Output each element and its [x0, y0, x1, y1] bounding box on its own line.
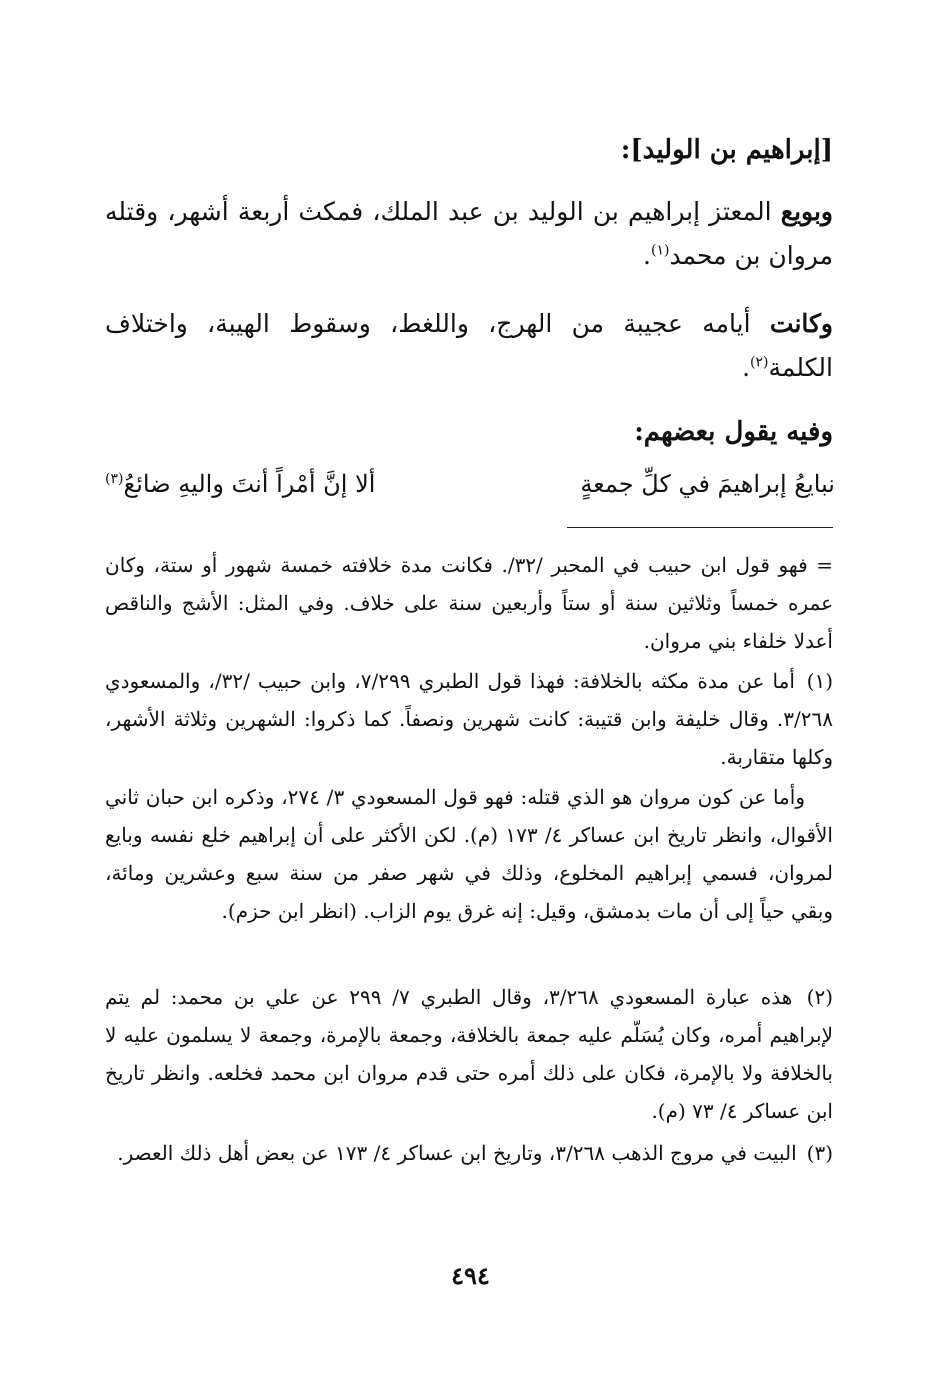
- paragraph-2-end: .: [742, 353, 751, 382]
- section-heading: [إبراهيم بن الوليد]:: [620, 135, 833, 165]
- paragraph-1-text: المعتز إبراهيم بن الوليد بن عبد الملك، فمكث أربعة أشهر، وقتله مروان بن محمد: [105, 197, 833, 270]
- footnote-1-text: أما عن مدة مكثه بالخلافة: فهذا قول الطبري ٧/٢٩٩، وابن حبيب /٣٢/، والمسعودي ٣/٢٦٨. وقال خليفة وابن قتيبة: كانت شهرين ونصفاً. كما ذكروا: الشهرين وثلاثة الأشهر، وكلها متقاربة.: [105, 669, 833, 769]
- footnote-3-text: البيت في مروج الذهب ٣/٢٦٨، وتاريخ ابن عساكر ٤/ ١٧٣ عن بعض أهل ذلك العصر.: [117, 1141, 797, 1165]
- footnote-2-number: (٢): [806, 985, 833, 1009]
- paragraph-1: [105, 190, 833, 278]
- footnote-3: [105, 1134, 833, 1172]
- footnote-2: [105, 978, 833, 1130]
- footnote-ref-2[interactable]: (٢): [750, 354, 769, 371]
- paragraph-2: [105, 302, 833, 390]
- verse-first-hemistich: نبايعُ إبراهيمَ في كلِّ جمعةٍ: [580, 470, 835, 498]
- footnote-ref-1[interactable]: (١): [650, 242, 670, 259]
- footnote-1-continuation: وأما عن كون مروان هو الذي قتله: فهو قول المسعودي ٣/ ٢٧٤، وذكره ابن حبان ثاني الأقوال، وانظر تاريخ ابن عساكر ٤/ ١٧٣ (م). لكن الأكثر على أن إبراهيم خلع نفسه وبايع لمروان، فسمي إبراهيم المخلوع، وذلك في شهر صفر من سنة سبع وعشرين ومائة، وبقي حياً إلى أن مات بدمشق، وقيل: إنه غرق يوم الزاب. (انظر ابن حزم).: [105, 785, 833, 923]
- paragraph-1-lead: وبويع: [780, 197, 833, 226]
- footnote-2-text: هذه عبارة المسعودي ٣/٢٦٨، وقال الطبري ٧/ ٢٩٩ عن علي بن محمد: لم يتم لإبراهيم أمره، وكان يُسَلّم عليه جمعة بالخلافة، وجمعة بالإمرة، وجمعة لا يسلمون عليه لا بالخلافة ولا بالإمرة، فكان على ذلك أمره حتى قدم مروان ابن محمد فخلعه. وانظر تاريخ ابن عساكر ٤/ ٧٣ (م).: [105, 985, 833, 1123]
- poetry-verse: [105, 462, 835, 506]
- footnote-1: [105, 662, 833, 776]
- footnote-separator: [567, 527, 833, 528]
- verse-second-hemistich: ألا إنَّ أمْراً أنتَ واليهِ ضائعُ: [123, 470, 376, 498]
- verse-intro: وفيه يقول بعضهم:: [634, 417, 833, 447]
- paragraph-2-lead: وكانت: [769, 309, 834, 338]
- page-number: ٤٩٤: [451, 1261, 490, 1290]
- footnote-continuation: = فهو قول ابن حبيب في المحبر /٣٢/. فكانت مدة خلافته خمسة شهور أو ستة، وكان عمره خمساً وثلاثين سنة أو ستاً وأربعين سنة على خلاف. وفي المثل: الأشج والناقص أعدلا خلفاء بني مروان.: [105, 553, 833, 653]
- verse-second-hemistich-wrap: [105, 462, 375, 506]
- footnote-3-number: (٣): [806, 1141, 833, 1165]
- paragraph-2-text: أيامه عجيبة من الهرج، واللغط، وسقوط الهيبة، واختلاف الكلمة: [105, 309, 833, 382]
- footnote-1-number: (١): [806, 669, 834, 693]
- paragraph-1-end: .: [643, 241, 651, 270]
- footnote-ref-3[interactable]: (٣): [105, 471, 124, 487]
